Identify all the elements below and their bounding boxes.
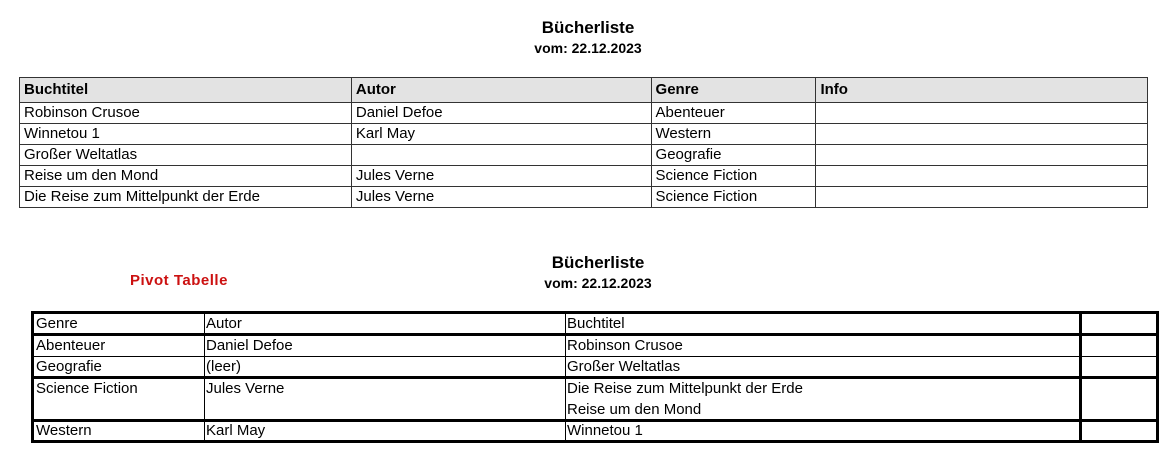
- pivot-cell-genre: Western: [36, 422, 92, 439]
- header-buchtitel: Buchtitel: [20, 78, 352, 103]
- table-row: [20, 103, 1148, 124]
- list-title: Bücherliste: [541, 18, 635, 37]
- pivot-title: Bücherliste: [551, 253, 645, 272]
- header-info: Info: [816, 78, 1148, 103]
- cell-buchtitel: Reise um den Mond: [20, 166, 352, 187]
- cell-buchtitel: Winnetou 1: [20, 124, 352, 145]
- pivot-row: [34, 336, 1156, 356]
- cell-genre: Abenteuer: [651, 103, 816, 124]
- cell-autor: Jules Verne: [351, 187, 651, 208]
- table-row: [20, 124, 1148, 145]
- pivot-cell-buchtitel: Robinson Crusoe: [567, 337, 683, 354]
- pivot-cell-autor: Daniel Defoe: [206, 337, 293, 354]
- pivot-cell-autor: Jules Verne: [206, 380, 285, 397]
- cell-info: [816, 145, 1148, 166]
- pivot-header-buchtitel: Buchtitel: [567, 315, 625, 332]
- cell-genre: Science Fiction: [651, 187, 816, 208]
- pivot-table: [31, 311, 1159, 443]
- pivot-cell-genre: Science Fiction: [36, 380, 138, 397]
- cell-buchtitel: Robinson Crusoe: [20, 103, 352, 124]
- pivot-label: Pivot Tabelle: [130, 272, 228, 289]
- pivot-header-autor: Autor: [206, 315, 242, 332]
- pivot-row: [34, 379, 1156, 420]
- cell-info: [816, 166, 1148, 187]
- cell-genre: Science Fiction: [651, 166, 816, 187]
- cell-autor: Karl May: [351, 124, 651, 145]
- cell-info: [816, 103, 1148, 124]
- pivot-cell-buchtitel: Reise um den Mond: [567, 401, 702, 418]
- cell-autor: [351, 145, 651, 166]
- pivot-row: [34, 357, 1156, 377]
- cell-buchtitel: Großer Weltatlas: [20, 145, 352, 166]
- table-header-row: [20, 78, 1148, 103]
- cell-genre: Western: [651, 124, 816, 145]
- pivot-cell-buchtitel: Großer Weltatlas: [567, 358, 681, 375]
- pivot-cell-autor: (leer): [206, 358, 242, 375]
- cell-autor: Daniel Defoe: [351, 103, 651, 124]
- header-autor: Autor: [351, 78, 651, 103]
- cell-info: [816, 124, 1148, 145]
- header-genre: Genre: [651, 78, 816, 103]
- pivot-date: vom: 22.12.2023: [544, 275, 652, 291]
- table-row: [20, 145, 1148, 166]
- table-row: [20, 166, 1148, 187]
- book-list-table: [19, 77, 1148, 208]
- cell-genre: Geografie: [651, 145, 816, 166]
- cell-buchtitel: Die Reise zum Mittelpunkt der Erde: [20, 187, 352, 208]
- pivot-cell-genre: Abenteuer: [36, 337, 106, 354]
- cell-info: [816, 187, 1148, 208]
- pivot-cell-buchtitel: Die Reise zum Mittelpunkt der Erde: [567, 380, 803, 397]
- pivot-cell-buchtitel: Winnetou 1: [567, 422, 643, 439]
- pivot-cell-autor: Karl May: [206, 422, 266, 439]
- list-date: vom: 22.12.2023: [534, 40, 642, 56]
- pivot-header-row: [34, 314, 1156, 334]
- pivot-row: [34, 421, 1156, 441]
- pivot-cell-genre: Geografie: [36, 358, 102, 375]
- cell-autor: Jules Verne: [351, 166, 651, 187]
- pivot-header-genre: Genre: [36, 315, 78, 332]
- table-row: [20, 187, 1148, 208]
